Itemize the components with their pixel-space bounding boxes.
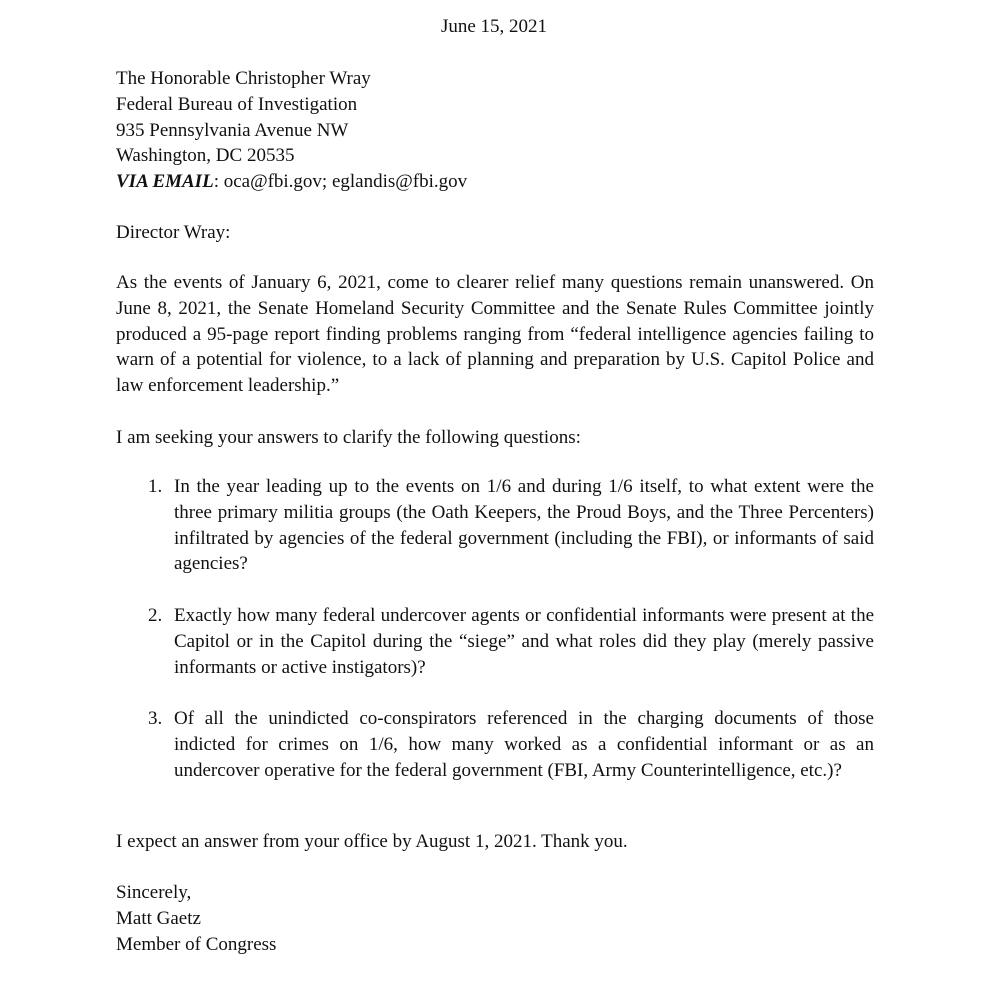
question-text: Of all the unindicted co-conspirators referenced in the charging documents of those indicted for crimes on 1/6, how many worked as a confidential informant or as an undercover operative for the federal government (FBI, Army Counterintelligence, etc.)? bbox=[174, 708, 874, 781]
recipient-street: 935 Pennsylvania Avenue NW bbox=[116, 119, 349, 141]
recipient-name: The Honorable Christopher Wray bbox=[116, 68, 371, 89]
questions-list bbox=[116, 474, 874, 809]
question-item bbox=[116, 706, 874, 783]
via-email-addresses: : oca@fbi.gov; eglandis@fbi.gov bbox=[213, 171, 468, 193]
question-item bbox=[116, 603, 874, 680]
recipient-address bbox=[116, 66, 467, 195]
recipient-organization: Federal Bureau of Investigation bbox=[116, 93, 358, 115]
via-email-line bbox=[116, 169, 467, 195]
recipient-city-state-zip: Washington, DC 20535 bbox=[116, 145, 295, 167]
signer-title: Member of Congress bbox=[116, 933, 277, 955]
question-text: In the year leading up to the events on 1/6 and during 1/6 itself, to what extent were the three primary militia groups (the Oath Keepers, the Proud Boys, and the Three Percenters) infiltrated by agencies of the federal government (including the FBI), or informants of said agencies? bbox=[174, 476, 874, 575]
question-item bbox=[116, 474, 874, 577]
salutation: Director Wray: bbox=[116, 222, 231, 243]
question-number: 3. bbox=[148, 708, 163, 730]
via-email-label: VIA EMAIL bbox=[116, 171, 214, 193]
signature-block bbox=[116, 880, 276, 957]
signer-name: Matt Gaetz bbox=[116, 907, 201, 929]
closing-line: I expect an answer from your office by August 1, 2021. Thank you. bbox=[116, 831, 628, 852]
letter-date: June 15, 2021 bbox=[440, 16, 548, 37]
question-number: 1. bbox=[148, 476, 163, 497]
question-number: 2. bbox=[148, 604, 163, 626]
valediction: Sincerely, bbox=[116, 882, 192, 903]
request-line: I am seeking your answers to clarify the following questions: bbox=[116, 427, 581, 448]
question-text: Exactly how many federal undercover agents or confidential informants were present at the Capitol or in the Capitol during the “siege” and what roles did they play (merely passive informants or active instigators)? bbox=[174, 604, 874, 678]
intro-paragraph: As the events of January 6, 2021, come to clearer relief many questions remain unanswered. On June 8, 2021, the Senate Homeland Security Committee and the Senate Rules Committee jointly produced a 95-page report finding problems ranging from “federal intelligence agencies failing to warn of a potential for violence, to a lack of planning and preparation by U.S. Capitol Police and law enforcement leadership.” bbox=[116, 272, 874, 397]
